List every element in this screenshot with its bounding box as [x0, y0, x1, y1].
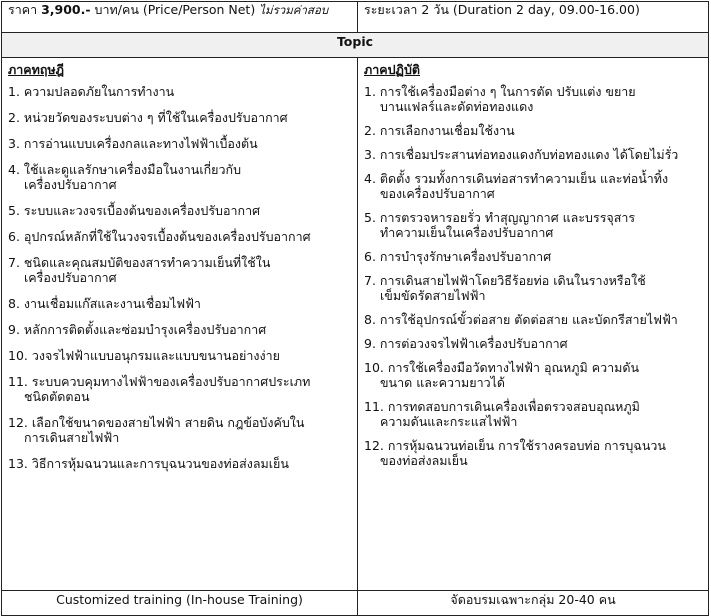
item-text: การใช้อุปกรณ์ขั้วต่อสาย ตัดต่อสาย และบัดกรีสายไฟฟ้า — [379, 312, 678, 327]
list-item — [364, 123, 702, 138]
item-text-continued: ขนาด และความยาวได้ — [380, 375, 506, 390]
item-number: 7. — [364, 273, 376, 288]
price-prefix: ราคา — [8, 2, 42, 17]
item-number: 4. — [8, 162, 20, 177]
item-number: 5. — [8, 203, 20, 218]
item-number: 5. — [364, 210, 376, 225]
theory-list — [8, 84, 351, 471]
list-item — [364, 147, 702, 162]
list-item — [364, 273, 702, 303]
item-number: 9. — [8, 322, 20, 337]
course-table — [1, 1, 709, 616]
item-text-continued: เข็มขัดรัดสายไฟฟ้า — [380, 288, 486, 303]
item-number: 3. — [8, 136, 20, 151]
item-number: 13. — [8, 456, 28, 471]
item-text: การหุ้มฉนวนท่อเย็น การใช้รางครอบท่อ การบุฉนวน — [387, 438, 666, 453]
item-text-continued: เครื่องปรับอากาศ — [24, 270, 117, 285]
theory-column — [2, 58, 358, 591]
list-item — [8, 415, 351, 445]
footer-right: จัดอบรมเฉพาะกลุ่ม 20-40 คน — [358, 591, 709, 616]
item-number: 11. — [364, 399, 384, 414]
item-text: หน่วยวัดของระบบต่าง ๆ ที่ใช้ในเครื่องปรับอากาศ — [23, 110, 288, 125]
item-number: 4. — [364, 171, 376, 186]
item-text-continued: บานแฟลร์และดัดท่อทองแดง — [380, 99, 534, 114]
item-number: 10. — [364, 360, 384, 375]
item-text: การใช้เครื่องมือต่าง ๆ ในการตัด ปรับแต่ง ขยาย — [379, 84, 636, 99]
list-item — [8, 322, 351, 337]
list-item — [8, 136, 351, 151]
item-text: การบำรุงรักษาเครื่องปรับอากาศ — [379, 249, 552, 264]
item-text-continued: ความดันและกระแสไฟฟ้า — [380, 414, 518, 429]
list-item — [364, 84, 702, 114]
price-value: 3,900.- — [41, 2, 91, 17]
list-item — [8, 203, 351, 218]
list-item — [364, 336, 702, 351]
list-item — [8, 296, 351, 311]
item-text: เลือกใช้ขนาดของสายไฟฟ้า สายดิน กฎข้อบังคับใน — [31, 415, 305, 430]
price-cell — [2, 2, 358, 33]
item-text: ชนิดและคุณสมบัติของสารทำความเย็นที่ใช้ใน — [23, 255, 271, 270]
item-number: 2. — [364, 123, 376, 138]
item-number: 6. — [8, 229, 20, 244]
item-number: 12. — [364, 438, 384, 453]
item-number: 11. — [8, 374, 28, 389]
item-text: การตรวจหารอยรั่ว ทำสุญญากาศ และบรรจุสาร — [379, 210, 636, 225]
item-number: 1. — [364, 84, 376, 99]
item-text: อุปกรณ์หลักที่ใช้ในวงจรเบื้องต้นของเครื่องปรับอากาศ — [23, 229, 311, 244]
item-number: 8. — [8, 296, 20, 311]
list-item — [364, 438, 702, 468]
header-row — [2, 2, 709, 33]
item-text: การต่อวงจรไฟฟ้าเครื่องปรับอากาศ — [379, 336, 568, 351]
list-item — [364, 210, 702, 240]
list-item — [8, 255, 351, 285]
item-number: 9. — [364, 336, 376, 351]
item-text-continued: เครื่องปรับอากาศ — [24, 177, 117, 192]
item-text: การเชื่อมประสานท่อทองแดงกับท่อทองแดง ได้โดยไม่รั่ว — [379, 147, 679, 162]
theory-title: ภาคทฤษฎี — [8, 62, 65, 77]
item-text-continued: ของเครื่องปรับอากาศ — [380, 186, 495, 201]
item-text: ระบบและวงจรเบื้องต้นของเครื่องปรับอากาศ — [23, 203, 261, 218]
list-item — [8, 110, 351, 125]
item-text: การอ่านแบบเครื่องกลและทางไฟฟ้าเบื้องต้น — [23, 136, 258, 151]
item-number: 3. — [364, 147, 376, 162]
item-text: ใช้และดูแลรักษาเครื่องมือในงานเกี่ยวกับ — [23, 162, 242, 177]
list-item — [8, 229, 351, 244]
list-item — [364, 399, 702, 429]
item-text: ระบบควบคุมทางไฟฟ้าของเครื่องปรับอากาศประเภท — [31, 374, 311, 389]
footer-left: Customized training (In-house Training) — [2, 591, 358, 616]
list-item — [364, 360, 702, 390]
content-row — [2, 58, 709, 591]
item-text: การเลือกงานเชื่อมใช้งาน — [379, 123, 515, 138]
item-text: วงจรไฟฟ้าแบบอนุกรมและแบบขนานอย่างง่าย — [31, 348, 280, 363]
item-number: 2. — [8, 110, 20, 125]
item-number: 1. — [8, 84, 20, 99]
item-text-continued: ของท่อส่งลมเย็น — [380, 453, 468, 468]
item-number: 7. — [8, 255, 20, 270]
item-text: การเดินสายไฟฟ้าโดยวิธีร้อยท่อ เดินในรางหรือใช้ — [379, 273, 646, 288]
topic-heading: Topic — [2, 33, 709, 58]
list-item — [364, 171, 702, 201]
list-item — [8, 456, 351, 471]
item-text: การทดสอบการเดินเครื่องเพื่อตรวจสอบอุณหภูมิ — [387, 399, 640, 414]
list-item — [364, 249, 702, 264]
item-number: 6. — [364, 249, 376, 264]
list-item — [364, 312, 702, 327]
list-item — [8, 162, 351, 192]
list-item — [8, 84, 351, 99]
item-number: 12. — [8, 415, 28, 430]
item-text: ติดตั้ง รวมทั้งการเดินท่อสารทำความเย็น และท่อน้ำทิ้ง — [379, 171, 669, 186]
price-suffix: บาท/คน (Price/Person Net) — [90, 2, 260, 17]
price-note: ไม่รวมค่าสอบ — [259, 3, 329, 17]
practice-title: ภาคปฏิบัติ — [364, 62, 420, 77]
footer-row — [2, 591, 709, 616]
item-text-continued: ชนิดตัดตอน — [24, 389, 90, 404]
item-number: 8. — [364, 312, 376, 327]
practice-column — [358, 58, 709, 591]
item-number: 10. — [8, 348, 28, 363]
item-text-continued: ทำความเย็นในเครื่องปรับอากาศ — [380, 225, 554, 240]
item-text: ความปลอดภัยในการทำงาน — [23, 84, 175, 99]
topic-row — [2, 33, 709, 58]
item-text: การใช้เครื่องมือวัดทางไฟฟ้า อุณหภูมิ ความดัน — [387, 360, 640, 375]
item-text: หลักการติดตั้งและซ่อมบำรุงเครื่องปรับอากาศ — [23, 322, 267, 337]
item-text-continued: การเดินสายไฟฟ้า — [24, 430, 120, 445]
item-text: งานเชื่อมแก๊สและงานเชื่อมไฟฟ้า — [23, 296, 201, 311]
duration-cell: ระยะเวลา 2 วัน (Duration 2 day, 09.00-16.00) — [358, 2, 709, 33]
list-item — [8, 348, 351, 363]
practice-list — [364, 84, 702, 468]
item-text: วิธีการหุ้มฉนวนและการบุฉนวนของท่อส่งลมเย็น — [31, 456, 289, 471]
list-item — [8, 374, 351, 404]
